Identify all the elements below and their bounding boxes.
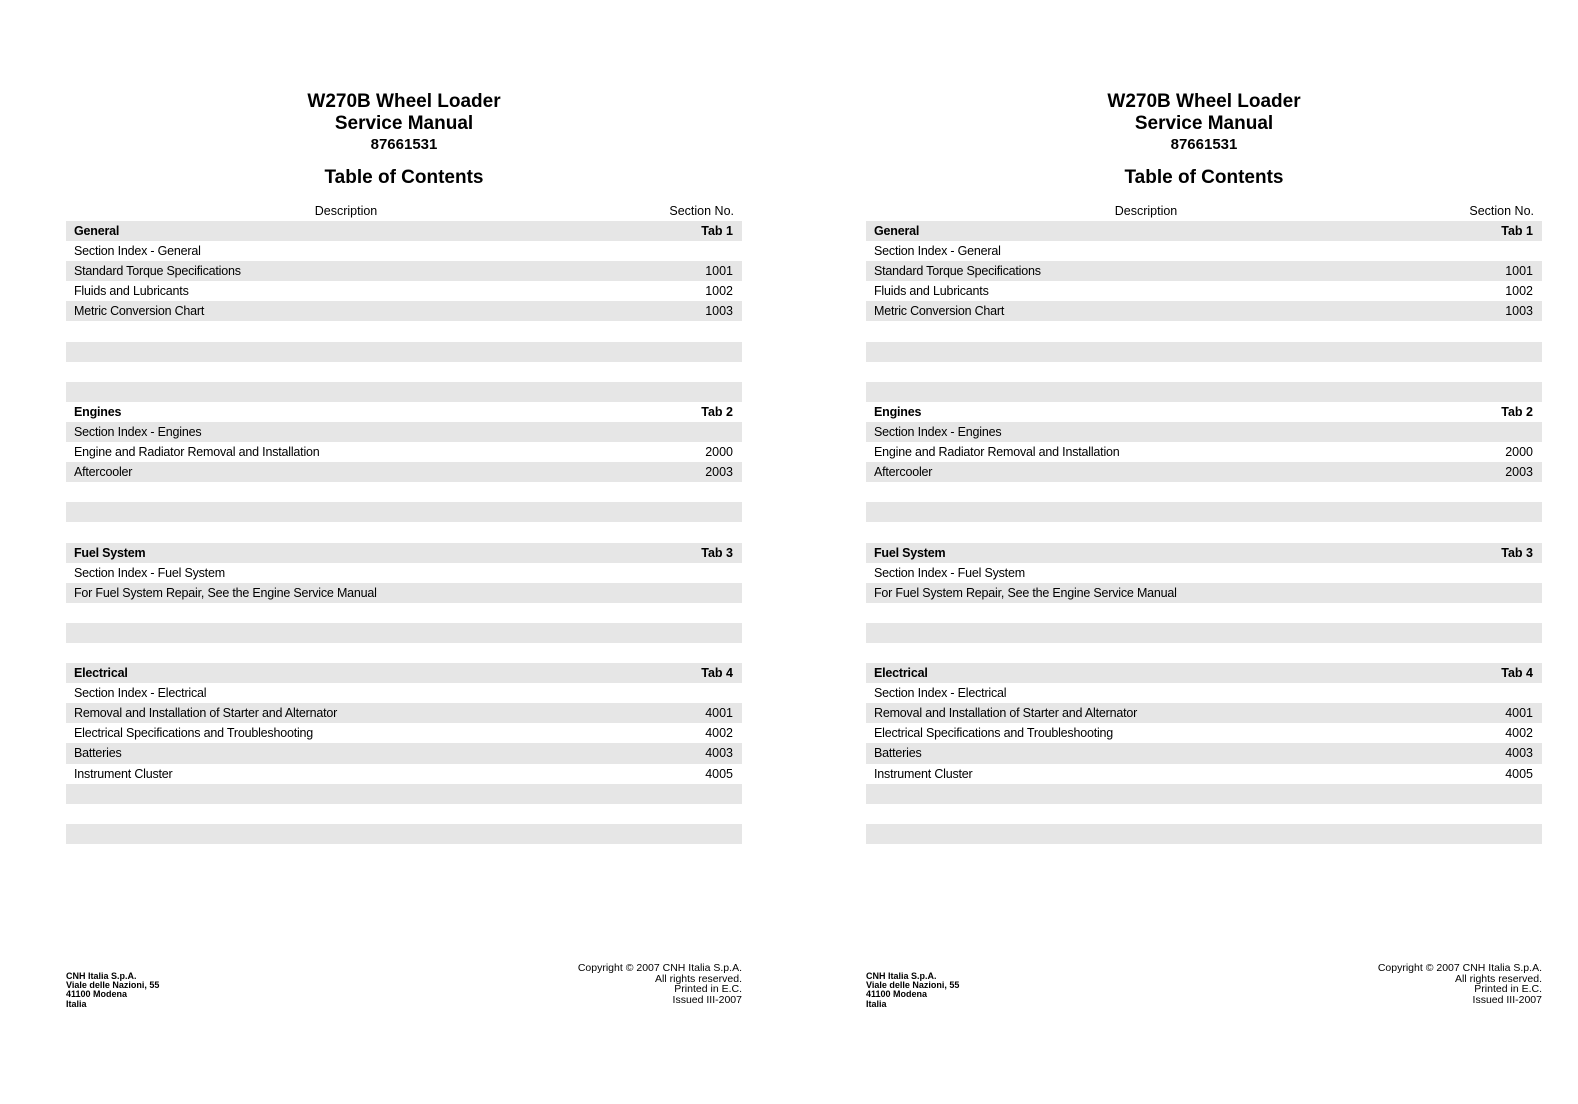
toc-description: For Fuel System Repair, See the Engine Service Manual [874,585,1177,600]
toc-blank-row [66,502,742,522]
toc-section-number: 1003 [1505,304,1533,319]
toc-blank-row [866,804,1542,824]
toc-row [866,743,1542,763]
toc-row [866,583,1542,603]
toc-description: Electrical [74,666,128,681]
toc-section-number: Tab 2 [1501,404,1533,419]
toc-description: Electrical [874,666,928,681]
toc-section-number: 4001 [1505,706,1533,721]
toc-section-number: 2000 [1505,445,1533,460]
toc-blank-row [866,522,1542,542]
toc-description: Removal and Installation of Starter and Alternator [74,706,338,721]
toc-description: Standard Torque Specifications [74,264,241,279]
toc-row [66,583,742,603]
toc-section-number: Tab 1 [701,224,733,239]
toc-blank-row [66,342,742,362]
toc-section-number: 4003 [705,746,733,761]
toc-description: Section Index - Engines [874,424,1002,439]
toc-description: Metric Conversion Chart [74,304,205,319]
toc-description: General [74,224,120,239]
toc-description: Fluids and Lubricants [874,284,989,299]
toc-section-number: Tab 4 [701,666,733,681]
copyright-line: Copyright © 2007 CNH Italia S.p.A. [577,962,742,974]
toc-blank-row [866,362,1542,382]
toc-blank-row [866,342,1542,362]
manual-subtitle: Service Manual [334,113,474,134]
toc-table [66,221,742,844]
toc-section-header [866,221,1542,241]
toc-blank-row [866,623,1542,643]
toc-section-number: 2003 [705,465,733,480]
toc-section-number: 4001 [705,706,733,721]
part-number: 87661531 [1170,136,1238,153]
toc-description: Engine and Radiator Removal and Installation [74,445,320,460]
address-line: 41100 Modena [66,989,128,1000]
toc-section-number: 4005 [1505,766,1533,781]
toc-section-header [866,663,1542,683]
manual-title: W270B Wheel Loader [307,91,501,112]
toc-row [866,683,1542,703]
column-header-section: Section No. [669,204,734,218]
toc-row [66,743,742,763]
toc-description: Section Index - Fuel System [74,565,225,580]
toc-description: Section Index - Fuel System [874,565,1025,580]
column-header-description: Description [1114,204,1178,218]
toc-row [66,764,742,784]
copyright-line: Issued III-2007 [1472,993,1542,1006]
address-line: Viale delle Nazioni, 55 [866,980,960,991]
copyright-line: Printed in E.C. [674,983,742,996]
toc-description: Standard Torque Specifications [874,264,1041,279]
column-header-section: Section No. [1469,204,1534,218]
toc-row [66,703,742,723]
toc-section-number: 1002 [1505,284,1533,299]
toc-row [866,442,1542,462]
toc-blank-row [66,643,742,663]
toc-description: Engine and Radiator Removal and Installation [874,445,1120,460]
toc-description: Engines [74,404,122,419]
toc-section-number: Tab 3 [701,545,733,560]
toc-row [866,723,1542,743]
page-right [866,0,1542,1104]
toc-description: Electrical Specifications and Troubleshooting [874,726,1114,741]
toc-row [66,301,742,321]
toc-section-number: Tab 2 [701,404,733,419]
toc-row [866,301,1542,321]
toc-blank-row [66,623,742,643]
toc-row [866,703,1542,723]
toc-row [866,241,1542,261]
copyright-line: Printed in E.C. [1474,983,1542,996]
toc-heading: Table of Contents [324,167,484,188]
part-number: 87661531 [370,136,438,153]
toc-row [866,281,1542,301]
toc-description: For Fuel System Repair, See the Engine Service Manual [74,585,377,600]
toc-blank-row [866,382,1542,402]
toc-description: Aftercooler [874,465,933,480]
toc-description: Section Index - General [874,244,1001,259]
toc-description: Fluids and Lubricants [74,284,189,299]
toc-blank-row [66,804,742,824]
toc-section-header [66,402,742,422]
toc-blank-row [66,824,742,844]
toc-blank-row [866,824,1542,844]
toc-row [866,422,1542,442]
toc-description: Section Index - Engines [74,424,202,439]
copyright-notice [578,963,742,1005]
toc-section-number: 4005 [705,766,733,781]
manual-title: W270B Wheel Loader [1107,91,1301,112]
toc-blank-row [866,784,1542,804]
toc-blank-row [66,482,742,502]
toc-row [66,422,742,442]
address-line: Italia [866,998,887,1009]
page-left [66,0,742,1104]
toc-description: Section Index - Electrical [874,686,1007,701]
toc-blank-row [66,522,742,542]
toc-section-header [66,663,742,683]
toc-description: Removal and Installation of Starter and Alternator [874,706,1138,721]
toc-section-number: Tab 4 [1501,666,1533,681]
toc-row [66,462,742,482]
copyright-line: All rights reserved. [655,972,742,985]
toc-blank-row [866,321,1542,341]
toc-description: Metric Conversion Chart [874,304,1005,319]
toc-row [866,261,1542,281]
publisher-address [66,972,159,1009]
toc-description: Section Index - General [74,244,201,259]
copyright-line: All rights reserved. [1455,972,1542,985]
toc-description: Batteries [74,746,122,761]
publisher-address [866,972,959,1009]
toc-description: Instrument Cluster [74,766,173,781]
toc-blank-row [866,482,1542,502]
toc-section-number: Tab 1 [1501,224,1533,239]
toc-section-number: Tab 3 [1501,545,1533,560]
copyright-line: Issued III-2007 [672,993,742,1006]
toc-row [66,281,742,301]
toc-description: Engines [874,404,922,419]
toc-section-number: 1002 [705,284,733,299]
toc-description: Electrical Specifications and Troubleshooting [74,726,314,741]
toc-section-number: 4002 [1505,726,1533,741]
toc-description: Fuel System [874,545,946,560]
toc-table [866,221,1542,844]
column-header-description: Description [314,204,378,218]
toc-blank-row [66,321,742,341]
address-line: 41100 Modena [866,989,928,1000]
toc-blank-row [66,362,742,382]
manual-subtitle: Service Manual [1134,113,1274,134]
toc-row [866,462,1542,482]
address-line: Viale delle Nazioni, 55 [66,980,160,991]
toc-section-number: 2000 [705,445,733,460]
toc-blank-row [866,502,1542,522]
toc-blank-row [866,643,1542,663]
toc-description: General [874,224,920,239]
toc-row [66,442,742,462]
toc-section-header [66,543,742,563]
toc-row [66,563,742,583]
toc-section-header [866,402,1542,422]
toc-blank-row [66,382,742,402]
toc-section-header [66,221,742,241]
toc-description: Instrument Cluster [874,766,973,781]
toc-section-number: 2003 [1505,465,1533,480]
toc-description: Aftercooler [74,465,133,480]
copyright-line: Copyright © 2007 CNH Italia S.p.A. [1377,962,1542,974]
toc-section-number: 1003 [705,304,733,319]
address-line: Italia [66,998,87,1009]
toc-description: Batteries [874,746,922,761]
toc-blank-row [866,603,1542,623]
toc-section-number: 1001 [1505,264,1533,279]
toc-blank-row [66,603,742,623]
toc-row [66,723,742,743]
toc-row [66,683,742,703]
address-line: CNH Italia S.p.A. [866,971,937,981]
copyright-notice [1378,963,1542,1005]
toc-row [66,261,742,281]
toc-section-number: 4003 [1505,746,1533,761]
toc-section-number: 1001 [705,264,733,279]
toc-row [66,241,742,261]
toc-section-header [866,543,1542,563]
toc-row [866,764,1542,784]
toc-description: Fuel System [74,545,146,560]
toc-description: Section Index - Electrical [74,686,207,701]
toc-heading: Table of Contents [1124,167,1284,188]
toc-blank-row [66,784,742,804]
toc-row [866,563,1542,583]
address-line: CNH Italia S.p.A. [66,971,137,981]
toc-section-number: 4002 [705,726,733,741]
